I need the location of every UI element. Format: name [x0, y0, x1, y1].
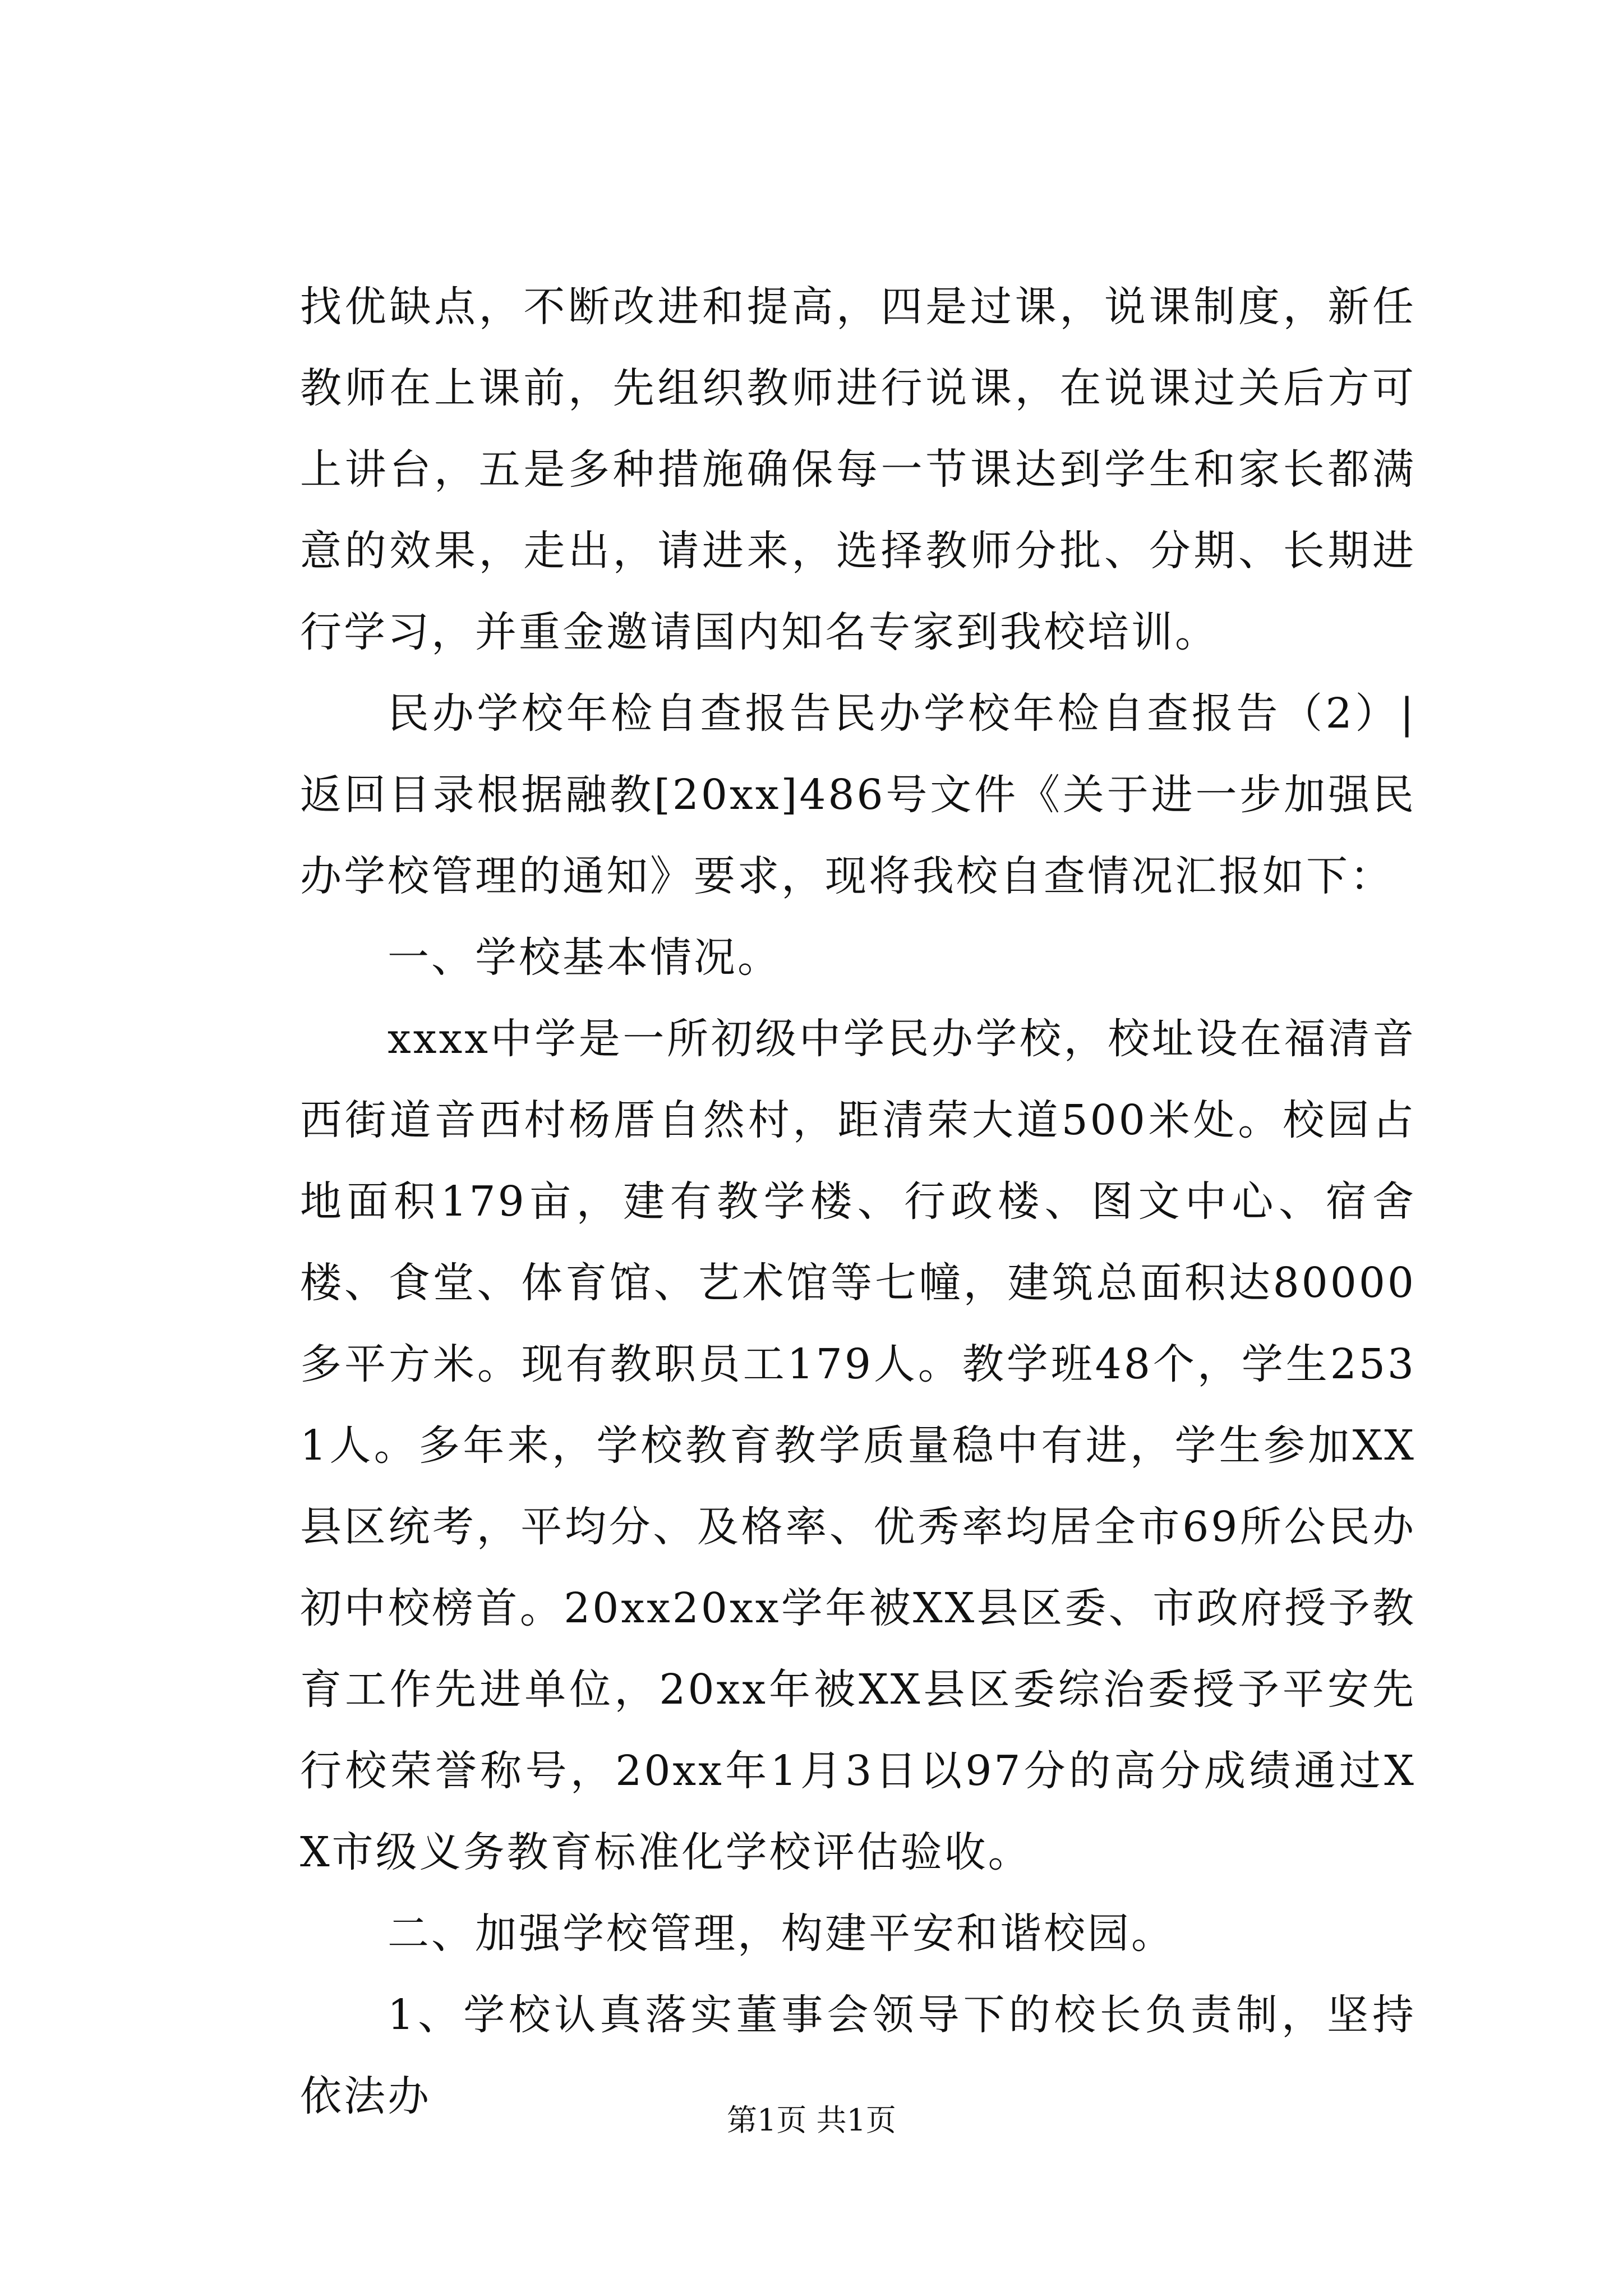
- paragraph-management-1: 1、学校认真落实董事会领导下的校长负责制，坚持依法办: [300, 1991, 1416, 2120]
- page-footer: 第1页 共1页: [727, 2102, 896, 2138]
- paragraph-2: 民办学校年检自查报告民办学校年检自查报告（2）|返回目录根据融教[20xx]486号文件《关于进一步加强民办学校管理的通知》要求，现将我校自查情况汇报如下：: [300, 689, 1416, 900]
- paragraph-school-info: xxxx中学是一所初级中学民办学校，校址设在福清音西街道音西村杨厝自然村，距清荣大道500米处。校园占地面积179亩，建有教学楼、行政楼、图文中心、宿舍楼、食堂、体育馆、艺术馆等七幢，建筑总面积达80000多平方米。现有教职员工179人。教学班48个，学生2531人。多年来，学校教育教学质量稳中有进，学生参加XX县区统考，平均分、及格率、优秀率均居全市69所公民办初中校榜首。20xx20xx学年被XX县区委、市政府授予教育工作先进单位，20xx年被XX县区委综治委授予平安先行校荣誉称号，20xx年1月3日以97分的高分成绩通过XX市级义务教育标准化学校评估验收。: [300, 1015, 1416, 1876]
- paragraph-1: 找优缺点，不断改进和提高，四是过课，说课制度，新任教师在上课前，先组织教师进行说课，在说课过关后方可上讲台，五是多种措施确保每一节课达到学生和家长都满意的效果，走出，请进来，选择教师分批、分期、长期进行学习，并重金邀请国内知名专家到我校培训。: [300, 283, 1416, 656]
- section-heading-management: 二、加强学校管理，构建平安和谐校园。: [388, 1910, 1175, 1958]
- document-body: [300, 266, 1416, 2137]
- section-heading-basic-info: 一、学校基本情况。: [388, 933, 781, 982]
